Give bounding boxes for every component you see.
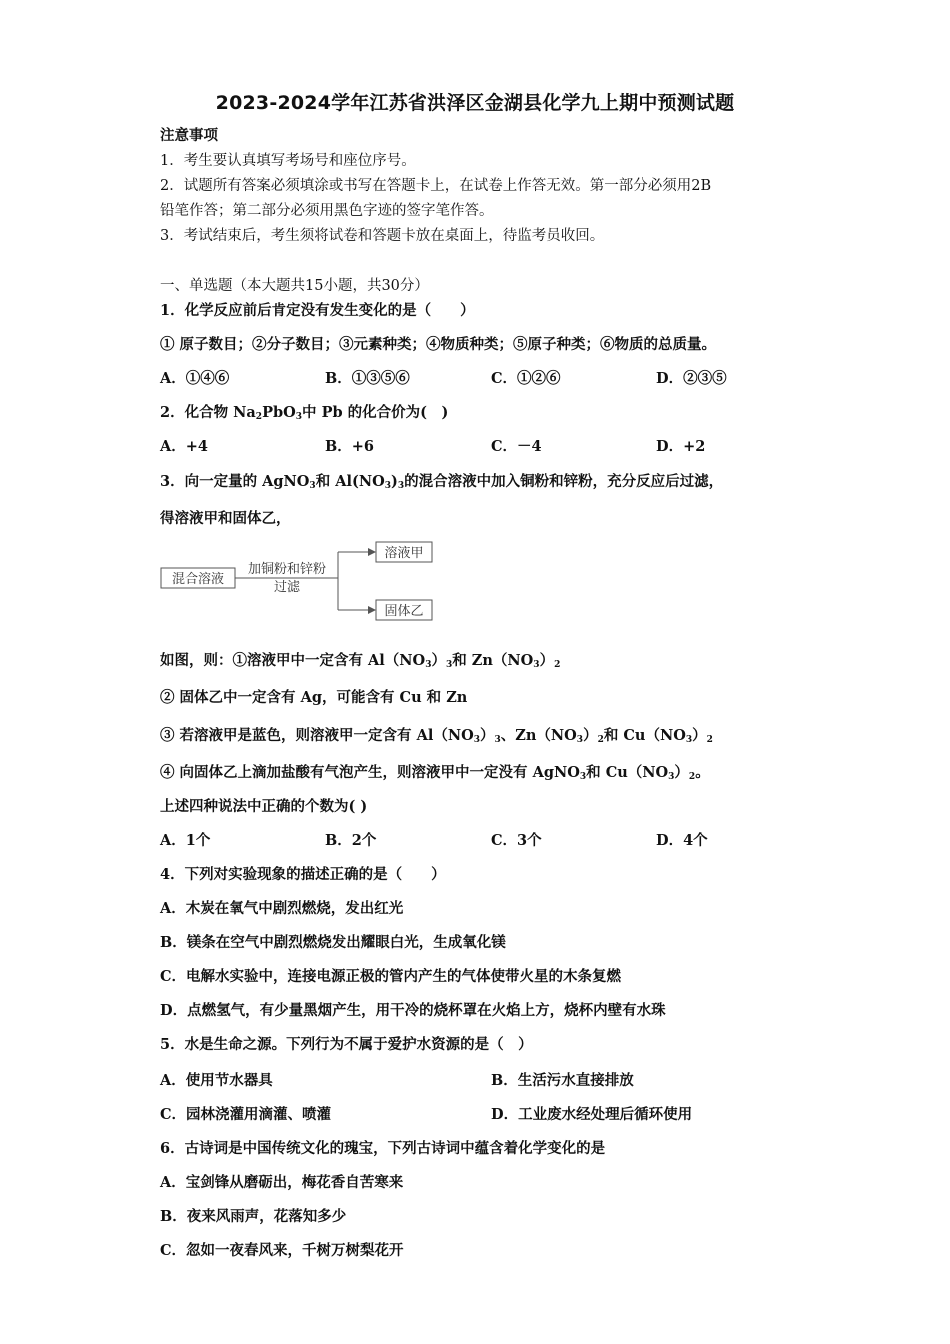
notice-item-2: 2．试题所有答案必须填涂或书写在答题卡上，在试卷上作答无效。第一部分必须用2B	[160, 178, 712, 194]
notice-item-1: 1．考生要认真填写考场号和座位序号。	[160, 153, 416, 169]
q5-option-d: D．工业废水经处理后循环使用	[491, 1106, 693, 1123]
q3-statement-3: ③ 若溶液甲是蓝色，则溶液甲一定含有 $Al(NO_3)_3$、$Zn(NO_3)_2$和 $Cu(NO_3)_2$	[160, 727, 713, 745]
q1-stem: 1．化学反应前后肯定没有发生变化的是（ ）	[160, 302, 475, 319]
q3-option-d: D．4个	[656, 832, 708, 849]
q3-ask: 上述四种说法中正确的个数为( )	[160, 798, 368, 815]
q2-option-a: A．+4	[160, 438, 208, 455]
notice-item-2-cont: 铅笔作答；第二部分必须用黑色字迹的签字笔作答。	[160, 203, 494, 219]
out-top-label: 溶液甲	[384, 546, 424, 561]
q5-option-c: C．园林浇灌用滴灌、喷灌	[160, 1106, 332, 1123]
q1-option-a: A．①④⑥	[160, 370, 230, 387]
q1-option-c: C．①②⑥	[491, 370, 561, 387]
start-label: 混合溶液	[171, 572, 225, 587]
q3-statement-2: ② 固体乙中一定含有 Ag，可能含有 Cu 和 Zn	[160, 689, 468, 706]
exam-title: 2023-2024学年江苏省洪泽区金湖县化学九上期中预测试题	[215, 92, 735, 114]
out-bottom-label: 固体乙	[384, 604, 424, 619]
q6-option-c: C．忽如一夜春风来，千树万树梨花开	[160, 1242, 404, 1259]
process-bottom-label: 过滤	[273, 580, 301, 595]
q6-option-b: B．夜来风雨声，花落知多少	[160, 1208, 347, 1225]
q3-statement-4: ④ 向固体乙上滴加盐酸有气泡产生，则溶液甲中一定没有 AgNO$_3$和 $Cu(NO_3)_2$。	[160, 764, 710, 782]
q2-stem: 2．化合物 $Na_2PbO_3$中 Pb 的化合价为( )	[160, 404, 449, 422]
process-flow-diagram	[160, 538, 440, 624]
q3-option-a: A．1个	[160, 832, 211, 849]
notice-heading: 注意事项	[160, 127, 218, 144]
top-arrowhead	[368, 548, 376, 556]
q3-option-c: C．3个	[491, 832, 542, 849]
q4-option-d: D．点燃氢气，有少量黑烟产生，用干冷的烧杯罩在火焰上方，烧杯内壁有水珠	[160, 1002, 666, 1019]
q5-option-b: B．生活污水直接排放	[491, 1072, 634, 1089]
section-heading: 一、单选题（本大题共15小题，共30分）	[160, 278, 429, 294]
q4-option-c: C．电解水实验中，连接电源正极的管内产生的气体使带火星的木条复燃	[160, 968, 622, 985]
q3-statement-1: 如图，则：①溶液甲中一定含有 $Al(NO_3)_3$和 $Zn(NO_3)_2$	[160, 652, 561, 670]
q3-stem: 3．向一定量的 AgNO$_3$和 $Al(NO_3)_3$的混合溶液中加入铜粉和锌粉，充分反应后过滤，	[160, 473, 724, 491]
q4-stem: 4．下列对实验现象的描述正确的是（ ）	[160, 866, 446, 883]
q2-option-c: C．－4	[491, 438, 542, 455]
q1-option-d: D．②③⑤	[656, 370, 727, 387]
q5-option-a: A．使用节水器具	[160, 1072, 273, 1089]
bottom-arrowhead	[368, 606, 376, 614]
q2-option-b: B．+6	[325, 438, 374, 455]
q6-stem: 6．古诗词是中国传统文化的瑰宝，下列古诗词中蕴含着化学变化的是	[160, 1140, 606, 1157]
process-top-label: 加铜粉和锌粉	[247, 562, 327, 577]
q1-option-b: B．①③⑤⑥	[325, 370, 410, 387]
q4-option-b: B．镁条在空气中剧烈燃烧发出耀眼白光，生成氧化镁	[160, 934, 506, 951]
q2-option-d: D．+2	[656, 438, 706, 455]
q3-option-b: B．2个	[325, 832, 377, 849]
q5-stem: 5．水是生命之源。下列行为不属于爱护水资源的是（ ）	[160, 1036, 533, 1053]
q6-option-a: A．宝剑锋从磨砺出，梅花香自苦寒来	[160, 1174, 404, 1191]
notice-item-3: 3．考试结束后，考生须将试卷和答题卡放在桌面上，待监考员收回。	[160, 228, 605, 244]
q4-option-a: A．木炭在氧气中剧烈燃烧，发出红光	[160, 900, 404, 917]
q3-stem-cont: 得溶液甲和固体乙，	[160, 510, 291, 527]
q1-items: ① 原子数目；②分子数目；③元素种类；④物质种类；⑤原子种类；⑥物质的总质量。	[160, 336, 717, 353]
